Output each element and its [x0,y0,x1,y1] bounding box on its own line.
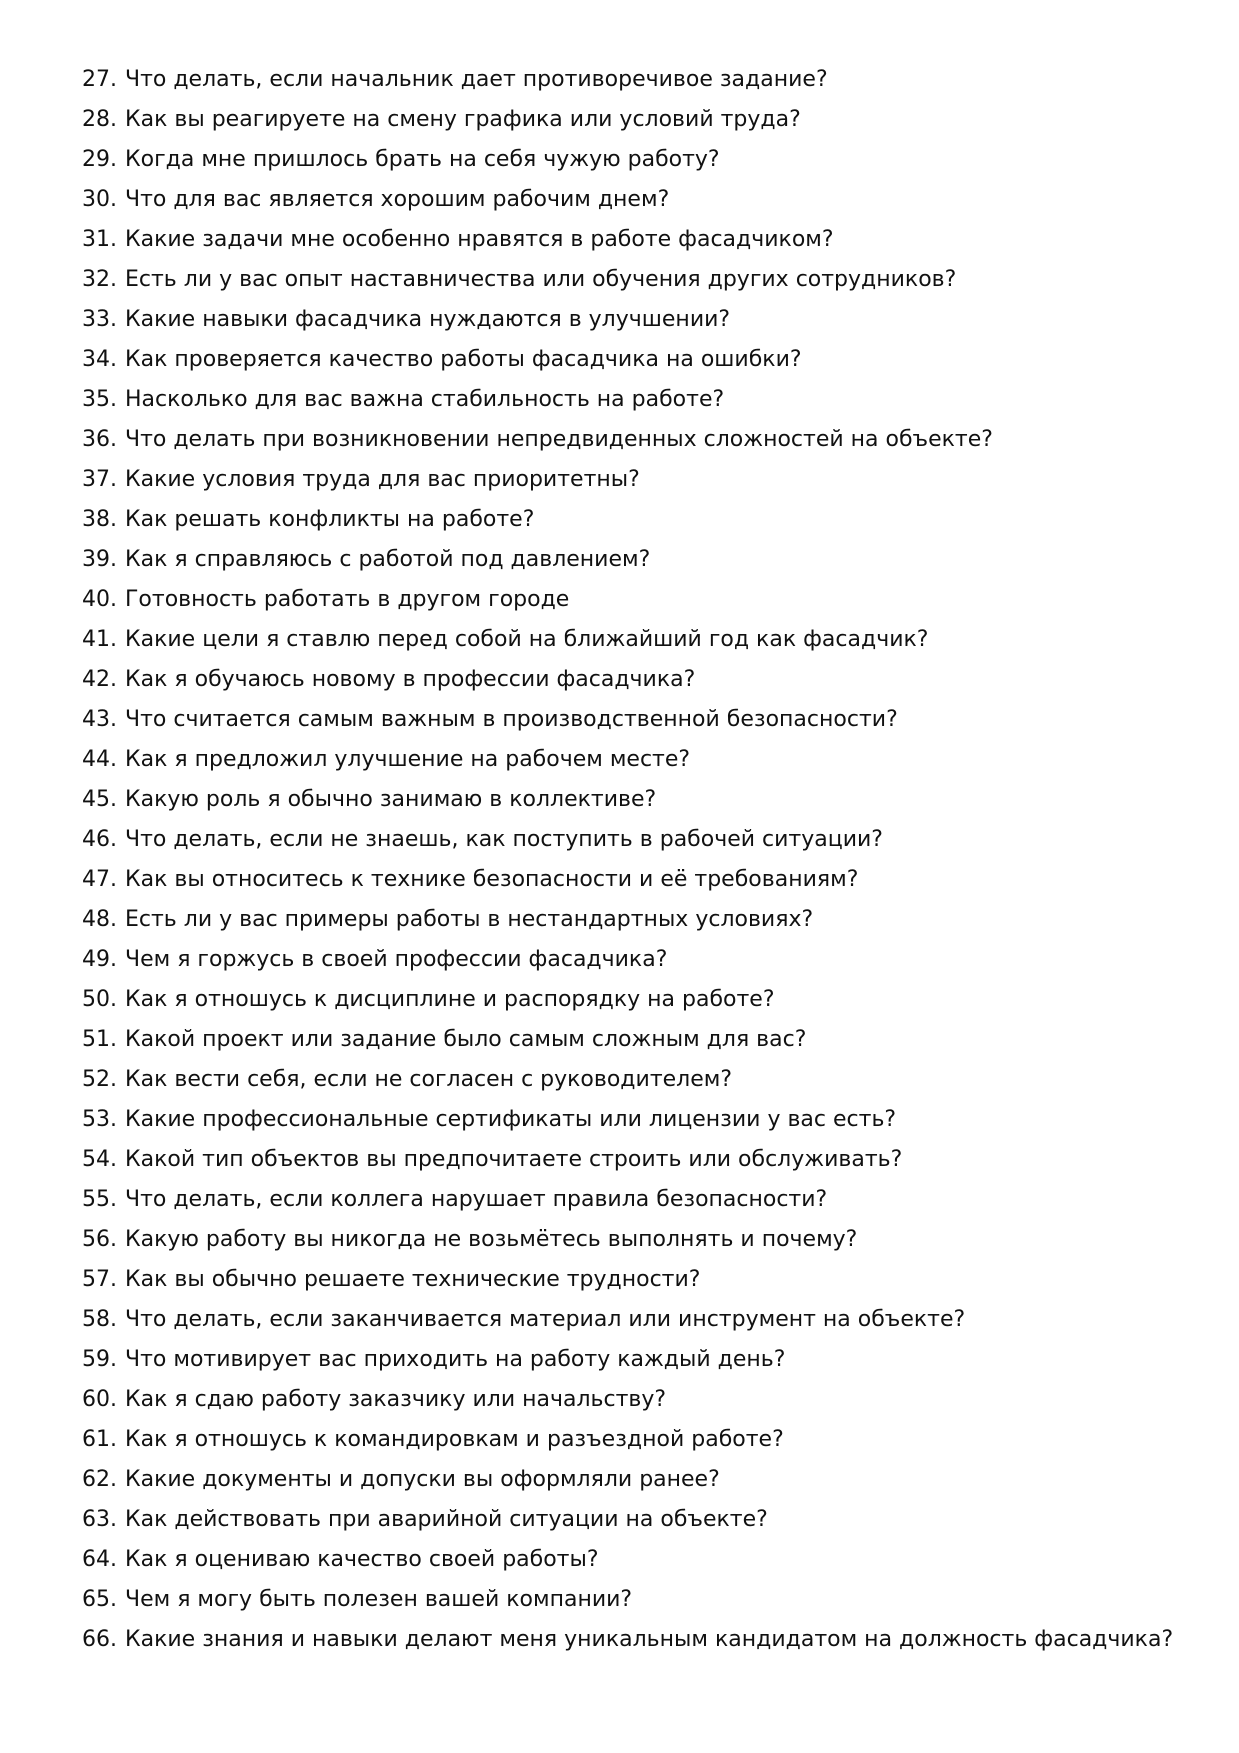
question-spacer [117,740,125,780]
question-text: Какие знания и навыки делают меня уникальным кандидатом на должность фасадчика? [125,1627,1174,1652]
question-number: 41. [82,627,117,652]
question-text: Как я отношусь к дисциплине и распорядку на работе? [125,987,775,1012]
question-text: Как вы относитесь к технике безопасности и её требованиям? [125,867,859,892]
question-number: 44. [82,747,117,772]
question-spacer [117,340,125,380]
question-item [82,1180,1202,1220]
question-spacer [117,1420,125,1460]
question-text: Что делать при возникновении непредвиденных сложностей на объекте? [125,427,993,452]
question-item [82,1060,1202,1100]
question-item [82,220,1202,260]
question-spacer [117,1020,125,1060]
question-spacer [117,580,125,620]
question-item [82,1220,1202,1260]
question-text: Как проверяется качество работы фасадчика на ошибки? [125,347,802,372]
question-text: Есть ли у вас примеры работы в нестандартных условиях? [125,907,814,932]
question-item [82,1100,1202,1140]
question-text: Как решать конфликты на работе? [125,507,535,532]
question-text: Что делать, если коллега нарушает правила безопасности? [125,1187,828,1212]
question-spacer [117,700,125,740]
question-text: Какие документы и допуски вы оформляли ранее? [125,1467,720,1492]
question-spacer [117,1580,125,1620]
question-spacer [117,620,125,660]
question-text: Что делать, если заканчивается материал или инструмент на объекте? [125,1307,966,1332]
question-spacer [117,220,125,260]
question-item [82,100,1202,140]
question-item [82,60,1202,100]
question-number: 43. [82,707,117,732]
question-text: Когда мне пришлось брать на себя чужую работу? [125,147,720,172]
question-number: 57. [82,1267,117,1292]
question-spacer [117,1260,125,1300]
question-spacer [117,1460,125,1500]
question-number: 58. [82,1307,117,1332]
question-text: Чем я горжусь в своей профессии фасадчика? [125,947,668,972]
question-item [82,1300,1202,1340]
question-number: 62. [82,1467,117,1492]
question-number: 51. [82,1027,117,1052]
question-item [82,380,1202,420]
question-number: 29. [82,147,117,172]
question-spacer [117,940,125,980]
question-item [82,1620,1202,1660]
question-text: Какую работу вы никогда не возьмётесь выполнять и почему? [125,1227,858,1252]
question-text: Что мотивирует вас приходить на работу каждый день? [125,1347,786,1372]
question-text: Как я обучаюсь новому в профессии фасадчика? [125,667,696,692]
question-text: Какие условия труда для вас приоритетны? [125,467,640,492]
question-item [82,180,1202,220]
question-item [82,300,1202,340]
question-item [82,1540,1202,1580]
question-number: 40. [82,587,117,612]
question-spacer [117,500,125,540]
question-item [82,980,1202,1020]
question-spacer [117,1620,125,1660]
question-item [82,820,1202,860]
question-item [82,500,1202,540]
question-number: 35. [82,387,117,412]
question-item [82,340,1202,380]
question-spacer [117,100,125,140]
question-number: 38. [82,507,117,532]
question-item [82,940,1202,980]
question-number: 39. [82,547,117,572]
question-spacer [117,460,125,500]
question-item [82,1260,1202,1300]
question-item [82,1380,1202,1420]
question-item [82,1340,1202,1380]
question-item [82,420,1202,460]
question-text: Что делать, если не знаешь, как поступить в рабочей ситуации? [125,827,883,852]
question-item [82,580,1202,620]
question-number: 52. [82,1067,117,1092]
question-text: Как вы обычно решаете технические трудности? [125,1267,701,1292]
question-text: Какие цели я ставлю перед собой на ближайший год как фасадчик? [125,627,929,652]
question-text: Как я предложил улучшение на рабочем месте? [125,747,691,772]
question-number: 65. [82,1587,117,1612]
question-item [82,740,1202,780]
question-text: Как я сдаю работу заказчику или начальству? [125,1387,667,1412]
question-text: Как действовать при аварийной ситуации на объекте? [125,1507,768,1532]
question-spacer [117,1500,125,1540]
question-text: Как вести себя, если не согласен с руководителем? [125,1067,733,1092]
question-spacer [117,60,125,100]
question-spacer [117,540,125,580]
question-number: 64. [82,1547,117,1572]
question-text: Что считается самым важным в производственной безопасности? [125,707,898,732]
question-text: Какие профессиональные сертификаты или лицензии у вас есть? [125,1107,897,1132]
question-number: 61. [82,1427,117,1452]
question-spacer [117,140,125,180]
question-item [82,1460,1202,1500]
question-spacer [117,300,125,340]
question-spacer [117,420,125,460]
question-item [82,460,1202,500]
question-number: 30. [82,187,117,212]
question-number: 33. [82,307,117,332]
question-text: Как я справляюсь с работой под давлением? [125,547,651,572]
question-spacer [117,980,125,1020]
question-spacer [117,1540,125,1580]
question-item [82,620,1202,660]
question-item [82,860,1202,900]
question-text: Готовность работать в другом городе [125,587,570,612]
question-spacer [117,900,125,940]
question-number: 37. [82,467,117,492]
question-number: 28. [82,107,117,132]
question-number: 48. [82,907,117,932]
question-spacer [117,1180,125,1220]
question-item [82,1500,1202,1540]
question-text: Как я отношусь к командировкам и разъездной работе? [125,1427,784,1452]
question-number: 55. [82,1187,117,1212]
question-item [82,540,1202,580]
question-text: Что делать, если начальник дает противоречивое задание? [125,67,828,92]
question-spacer [117,260,125,300]
question-spacer [117,380,125,420]
question-number: 59. [82,1347,117,1372]
question-item [82,140,1202,180]
question-item [82,700,1202,740]
question-spacer [117,860,125,900]
question-text: Чем я могу быть полезен вашей компании? [125,1587,633,1612]
question-spacer [117,1060,125,1100]
question-number: 56. [82,1227,117,1252]
question-text: Какую роль я обычно занимаю в коллективе? [125,787,657,812]
question-spacer [117,1380,125,1420]
question-number: 31. [82,227,117,252]
question-spacer [117,1220,125,1260]
question-number: 49. [82,947,117,972]
question-text: Есть ли у вас опыт наставничества или обучения других сотрудников? [125,267,957,292]
question-number: 54. [82,1147,117,1172]
question-spacer [117,1100,125,1140]
question-number: 36. [82,427,117,452]
question-number: 45. [82,787,117,812]
question-spacer [117,660,125,700]
question-spacer [117,1140,125,1180]
question-number: 50. [82,987,117,1012]
question-item [82,660,1202,700]
question-number: 27. [82,67,117,92]
question-text: Что для вас является хорошим рабочим днем? [125,187,670,212]
question-text: Какой тип объектов вы предпочитаете строить или обслуживать? [125,1147,903,1172]
question-item [82,260,1202,300]
question-number: 47. [82,867,117,892]
question-text: Какие навыки фасадчика нуждаются в улучшении? [125,307,731,332]
question-number: 63. [82,1507,117,1532]
question-item [82,1420,1202,1460]
question-number: 42. [82,667,117,692]
question-number: 53. [82,1107,117,1132]
question-list [82,60,1202,1660]
question-text: Как вы реагируете на смену графика или условий труда? [125,107,801,132]
question-item [82,1140,1202,1180]
question-number: 46. [82,827,117,852]
question-number: 66. [82,1627,117,1652]
question-number: 60. [82,1387,117,1412]
question-item [82,1020,1202,1060]
question-spacer [117,820,125,860]
question-number: 34. [82,347,117,372]
question-spacer [117,780,125,820]
question-text: Какие задачи мне особенно нравятся в работе фасадчиком? [125,227,834,252]
question-item [82,780,1202,820]
question-number: 32. [82,267,117,292]
question-spacer [117,1340,125,1380]
question-item [82,900,1202,940]
question-spacer [117,180,125,220]
question-text: Как я оцениваю качество своей работы? [125,1547,599,1572]
question-item [82,1580,1202,1620]
question-spacer [117,1300,125,1340]
question-text: Какой проект или задание было самым сложным для вас? [125,1027,807,1052]
question-text: Насколько для вас важна стабильность на работе? [125,387,725,412]
